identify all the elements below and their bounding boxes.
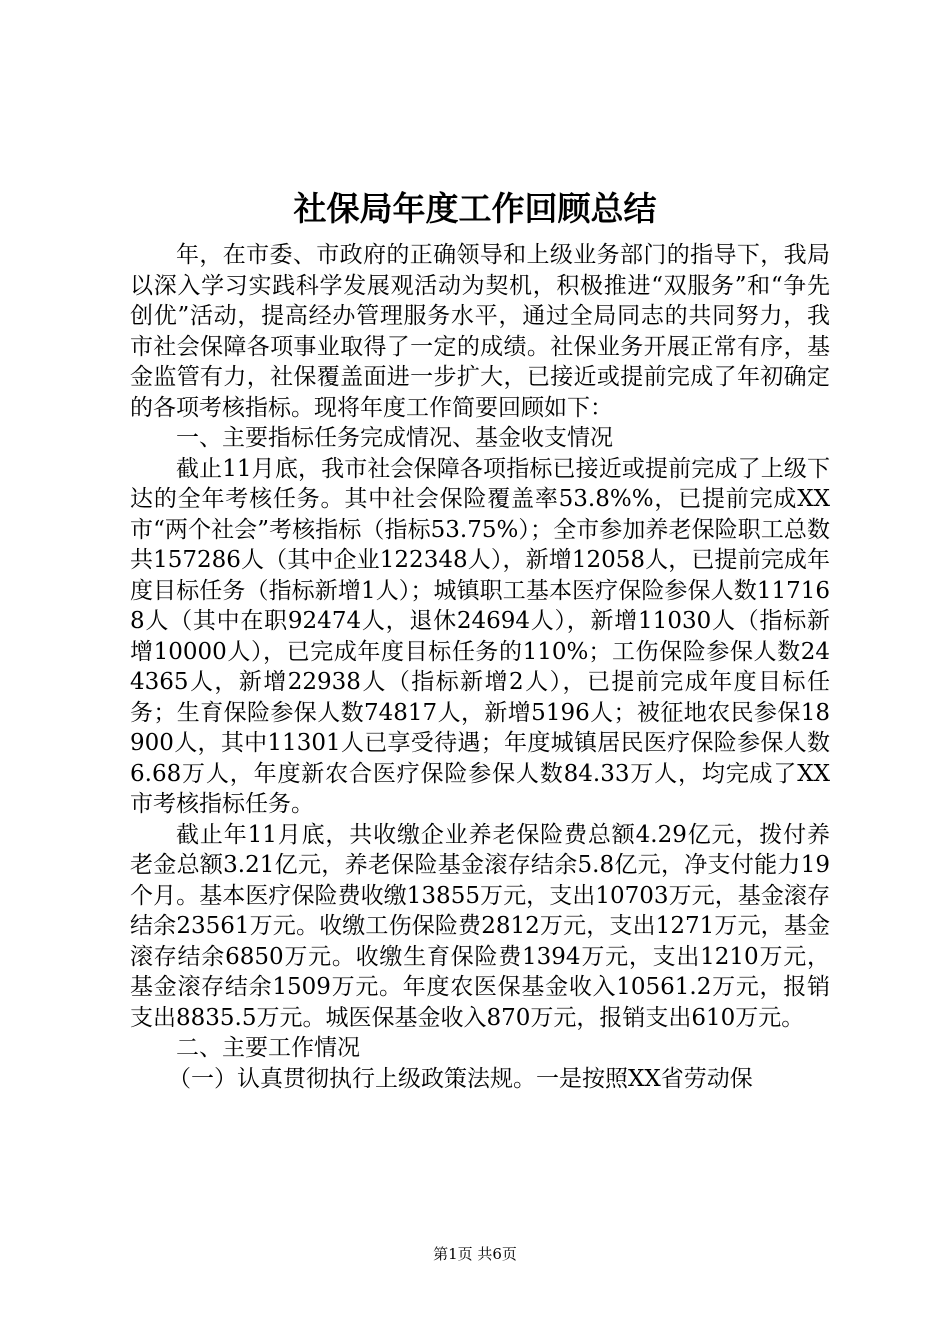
page-footer: 第1页 共6页 bbox=[433, 1245, 517, 1263]
section-heading-1: 一、主要指标任务完成情况、基金收支情况 bbox=[176, 425, 613, 451]
intro-paragraph: 年，在市委、市政府的正确领导和上级业务部门的指导下，我局以深入学习实践科学发展观活动为契机，积极推进“双服务”和“争先创优”活动，提高经办管理服务水平，通过全局同志的共同努力，我市社会保障各项事业取得了一定的成绩。社保业务开展正常有序，基金监管有力，社保覆盖面进一步扩大，已接近或提前完成了年初确定的各项考核指标。现将年度工作简要回顾如下： bbox=[130, 242, 830, 421]
indicators-paragraph: 截止11月底，我市社会保障各项指标已接近或提前完成了上级下达的全年考核任务。其中社会保险覆盖率53.8%%，已提前完成XX市“两个社会”考核指标（指标53.75%）；全市参加养老保险职工总数共157286人（其中企业122348人），新增12058人，已提前完成年度目标任务（指标新增1人）；城镇职工基本医疗保险参保人数117168人（其中在职92474人，退休24694人），新增11030人（指标新增10000人），已完成年度目标任务的110%；工伤保险参保人数244365人，新增22938人（指标新增2人），已提前完成年度目标任务；生育保险参保人数74817人，新增5196人；被征地农民参保18900人，其中11301人已享受待遇；年度城镇居民医疗保险参保人数6.68万人，年度新农合医疗保险参保人数84.33万人，均完成了XX市考核指标任务。 bbox=[130, 455, 830, 817]
section-heading-2: 二、主要工作情况 bbox=[176, 1035, 360, 1061]
document-body bbox=[130, 240, 830, 1094]
document-title: 社保局年度工作回顾总结 bbox=[293, 189, 657, 228]
funds-paragraph: 截止年11月底，共收缴企业养老保险费总额4.29亿元，拨付养老金总额3.21亿元，养老保险基金滚存结余5.8亿元，净支付能力19个月。基本医疗保险费收缴13855万元，支出10703万元，基金滚存结余23561万元。收缴工伤保险费2812万元，支出1271万元，基金滚存结余6850万元。收缴生育保险费1394万元，支出1210万元，基金滚存结余1509万元。年度农医保基金收入10561.2万元，报销支出8835.5万元。城医保基金收入870万元，报销支出610万元。 bbox=[130, 821, 830, 1031]
sub-section-1: （一）认真贯彻执行上级政策法规。一是按照XX省劳动保 bbox=[168, 1065, 753, 1092]
